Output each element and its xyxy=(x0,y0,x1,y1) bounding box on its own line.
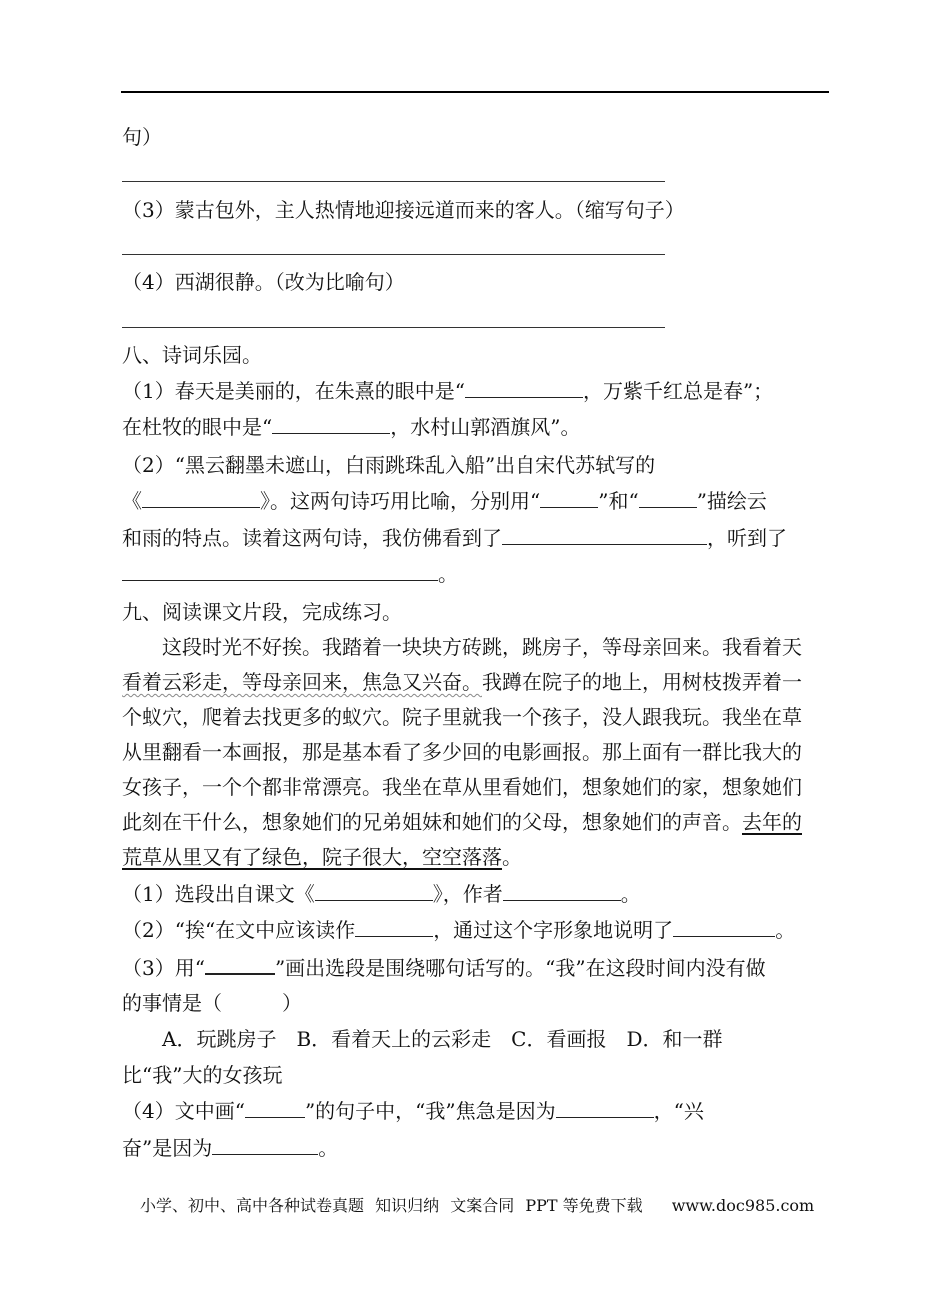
blank[interactable] xyxy=(122,560,438,581)
footer-text: 文案合同 xyxy=(450,1196,515,1215)
blank[interactable] xyxy=(556,1097,654,1118)
q9-sub1: （1）选段出自课文《 》，作者 。 xyxy=(122,882,641,906)
passage-line: 这段时光不好挨。我踏着一块块方砖跳，跳房子，等母亲回来。我看着天 xyxy=(162,635,802,659)
blank[interactable] xyxy=(502,524,707,545)
q8-line6: 。 xyxy=(122,560,458,588)
blank[interactable] xyxy=(355,916,433,937)
marking-line xyxy=(205,953,275,975)
passage-line: 荒草从里又有了绿色，院子很大，空空落落。 xyxy=(122,845,522,869)
q9-heading: 九、阅读课文片段，完成练习。 xyxy=(122,600,402,624)
q8-line4: 《 》。这两句诗巧用比喻，分别用“ ”和“ ”描绘云 xyxy=(122,489,767,513)
q8-line3: （2）“黑云翻墨未遮山，白雨跳珠乱入船”出自宋代苏轼写的 xyxy=(122,453,656,477)
passage-line: 从里翻看一本画报，那是基本看了多少回的电影画报。那上面有一群比我大的 xyxy=(122,740,802,764)
q8-line2: 在杜牧的眼中是“ ，水村山郭酒旗风”。 xyxy=(122,415,581,439)
q8-heading: 八、诗词乐园。 xyxy=(122,343,262,367)
blank[interactable] xyxy=(673,916,775,937)
footer-text: 知识归纳 xyxy=(375,1196,440,1215)
q8-line5: 和雨的特点。读着这两句诗，我仿佛看到了 ，听到了 xyxy=(122,526,787,550)
q9-options: A．玩跳房子 B．看着天上的云彩走 C．看画报 D．和一群 xyxy=(162,1027,723,1051)
q9-sub3-cont: 的事情是（ ） xyxy=(122,991,302,1015)
passage-line: 此刻在干什么，想象她们的兄弟姐妹和她们的父母，想象她们的声音。去年的 xyxy=(122,810,802,834)
passage-line: 女孩子，一个个都非常漂亮。我坐在草从里看她们，想象她们的家，想象她们 xyxy=(122,775,802,799)
blank[interactable] xyxy=(315,880,433,901)
passage-line: 看着云彩走，等母亲回来，焦急又兴奋。我蹲在院子的地上，用树枝拨弄着一 xyxy=(122,670,802,694)
blank[interactable] xyxy=(465,377,583,398)
q7-tail: 句） xyxy=(122,125,162,149)
q7-item4: （4）西湖很静。（改为比喻句） xyxy=(122,270,405,294)
q9-options-cont: 比“我”大的女孩玩 xyxy=(122,1063,283,1087)
answer-line[interactable] xyxy=(122,181,665,182)
marking-line xyxy=(245,1097,305,1118)
q9-sub3: （3）用“ ”画出选段是围绕哪句话写的。“我”在这段时间内没有做 xyxy=(122,953,766,982)
header-rule xyxy=(121,91,829,93)
footer-url-link[interactable]: www.doc985.com xyxy=(671,1196,815,1215)
answer-line[interactable] xyxy=(122,327,665,328)
blank[interactable] xyxy=(212,1134,318,1155)
q9-sub2: （2）“挨“在文中应该读作 ，通过这个字形象地说明了 。 xyxy=(122,918,796,942)
q7-item3: （3）蒙古包外，主人热情地迎接远道而来的客人。（缩写句子） xyxy=(122,198,685,222)
blank[interactable] xyxy=(272,413,390,434)
blank[interactable] xyxy=(503,880,621,901)
q9-sub4: （4）文中画“ ”的句子中，“我”焦急是因为 ，“兴 xyxy=(122,1099,704,1123)
blank[interactable] xyxy=(540,487,598,508)
q9-sub4-cont: 奋”是因为 。 xyxy=(122,1136,339,1160)
footer-text: 小学、初中、高中各种试卷真题 xyxy=(140,1196,365,1215)
passage-line: 个蚁穴，爬着去找更多的蚁穴。院子里就我一个孩子，没人跟我玩。我坐在草 xyxy=(122,705,802,729)
answer-line[interactable] xyxy=(122,254,665,255)
q8-line1: （1）春天是美丽的，在朱熹的眼中是“ ，万紫千红总是春”； xyxy=(122,379,774,403)
footer-text: PPT 等免费下载 xyxy=(525,1196,643,1215)
blank[interactable] xyxy=(142,487,260,508)
blank[interactable] xyxy=(639,487,697,508)
page-footer xyxy=(140,1193,820,1216)
